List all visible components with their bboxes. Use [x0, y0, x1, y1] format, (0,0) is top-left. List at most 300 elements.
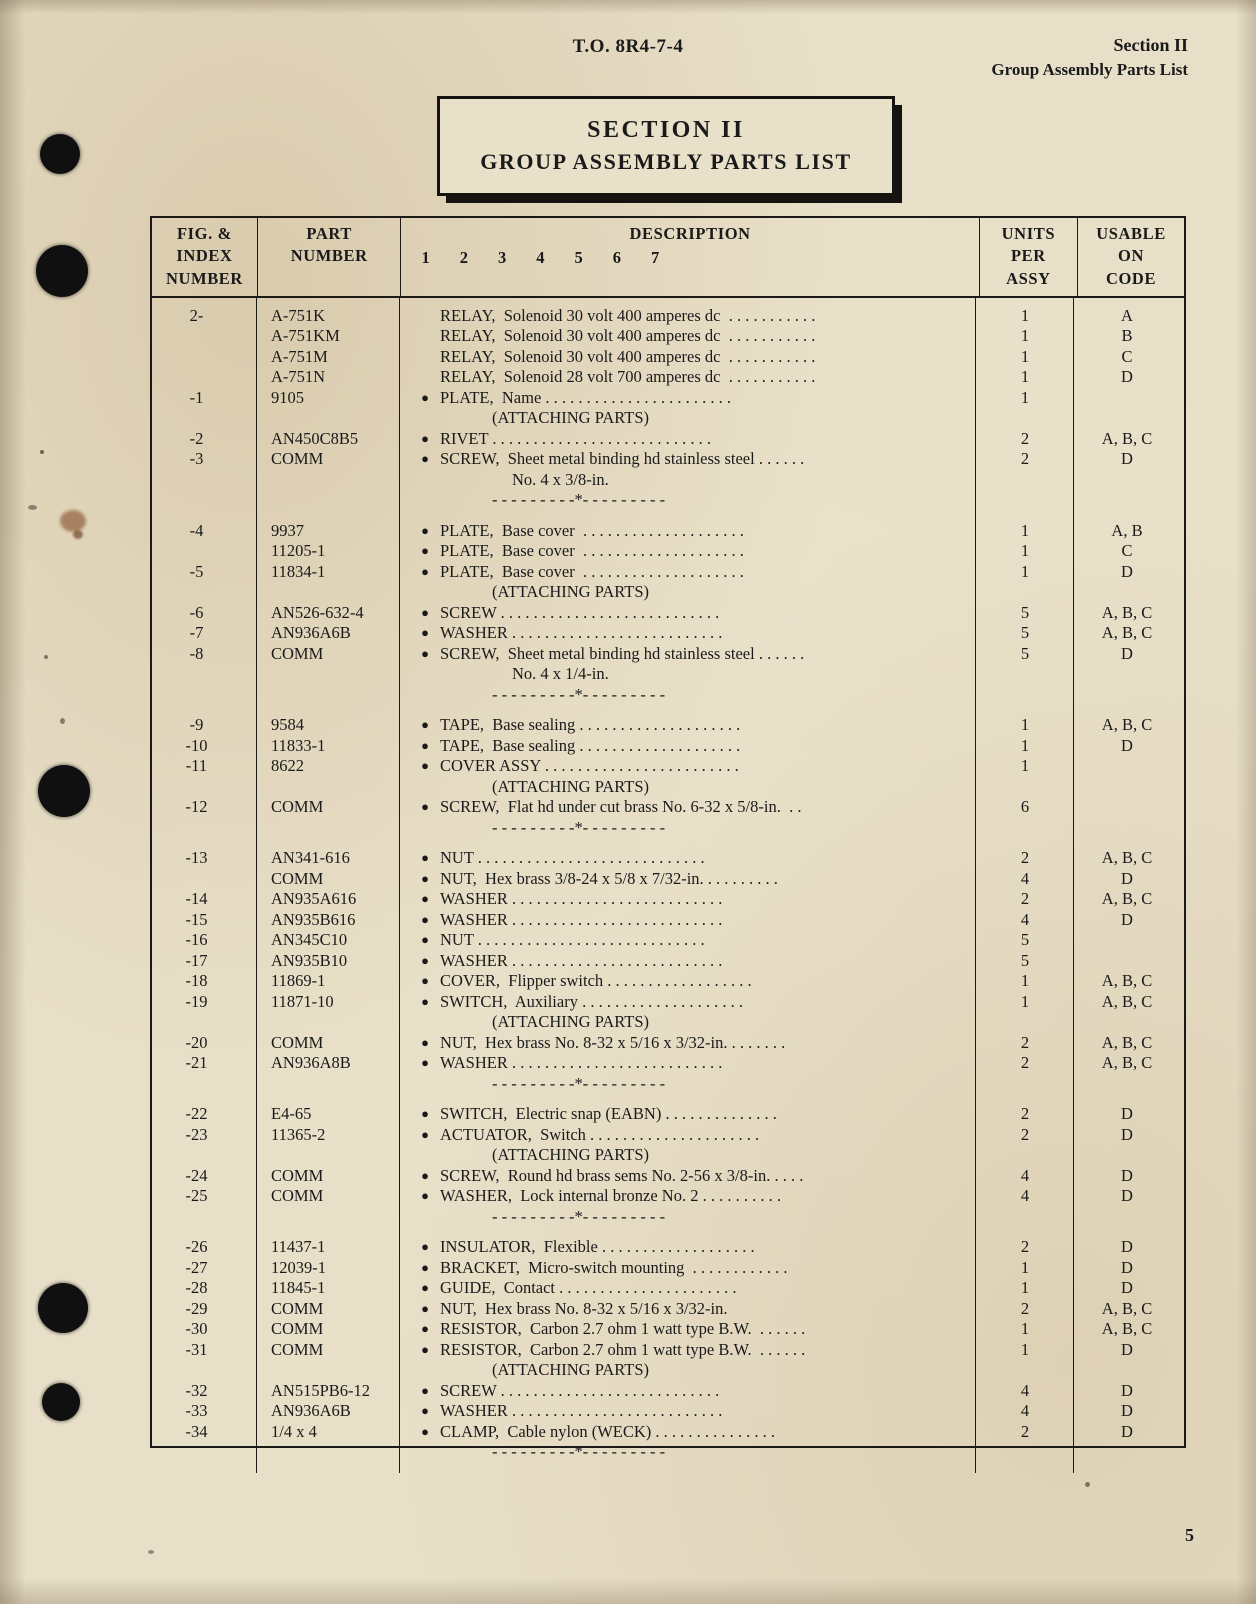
- table-row: [152, 449, 1184, 470]
- cell-part-number: AN935A616: [271, 889, 357, 909]
- cell-description: - - - - - - - - -*- - - - - - - - -: [492, 1442, 666, 1462]
- cell-description: [400, 910, 976, 931]
- binder-hole: [38, 765, 90, 817]
- indent-bullet-icon: ●: [421, 451, 429, 467]
- cell-usable-on-code: [1074, 1012, 1180, 1033]
- paper-speck: [1085, 1482, 1090, 1487]
- cell-description: (ATTACHING PARTS): [492, 408, 650, 428]
- indent-bullet-icon: ●: [421, 891, 429, 907]
- cell-index-number: -12: [185, 797, 208, 817]
- cell-units-per-assy: 1: [1020, 387, 1030, 407]
- cell-index-number: [152, 1360, 257, 1381]
- cell-usable-on-code: D: [1121, 909, 1133, 929]
- indent-bullet-icon: ●: [421, 758, 429, 774]
- table-row: [152, 1166, 1184, 1187]
- cell-units-per-assy: 1: [1020, 756, 1030, 776]
- indent-bullet-icon: ●: [421, 1280, 429, 1296]
- cell-part-number: 1/4 x 4: [271, 1421, 317, 1441]
- table-row: [152, 1012, 1184, 1033]
- section-banner-box: [437, 96, 895, 196]
- indent-bullet-icon: ●: [421, 911, 429, 927]
- cell-part-number: AN526-632-4: [271, 602, 364, 622]
- table-row: [152, 1074, 1184, 1095]
- column-header-description: [401, 218, 979, 297]
- parts-table: [150, 216, 1186, 1462]
- cell-usable-on-code: A, B, C: [1101, 602, 1153, 622]
- cell-description: (ATTACHING PARTS): [492, 582, 650, 602]
- table-row: [152, 1319, 1184, 1340]
- cell-units-per-assy: [976, 408, 1074, 429]
- binder-hole: [40, 134, 80, 174]
- cell-part-number: 11205-1: [271, 541, 326, 561]
- page-edge-shadow-top: [0, 0, 1256, 14]
- cell-description: [400, 736, 976, 757]
- cell-description: [400, 715, 976, 736]
- description-text: SCREW . . . . . . . . . . . . . . . . . . . . . . . . . . .: [440, 1380, 720, 1400]
- indent-num-5: 5: [574, 248, 583, 268]
- cell-usable-on-code: [1074, 582, 1180, 603]
- cell-part-number: AN936A6B: [271, 1401, 351, 1421]
- cell-units-per-assy: 5: [1020, 950, 1030, 970]
- table-row: [152, 756, 1184, 777]
- table-row: [152, 848, 1184, 869]
- indent-num-6: 6: [612, 248, 621, 268]
- cell-part-number: AN515PB6-12: [271, 1380, 371, 1400]
- indent-num-3: 3: [497, 248, 507, 268]
- cell-usable-on-code: A, B, C: [1101, 971, 1153, 991]
- cell-units-per-assy: 4: [1020, 868, 1030, 888]
- cell-part-number: COMM: [271, 1319, 324, 1339]
- cell-index-number: -18: [185, 971, 208, 991]
- indent-bullet-icon: ●: [421, 799, 429, 815]
- cell-description: [400, 930, 976, 951]
- cell-units-per-assy: 1: [1020, 1319, 1030, 1339]
- indent-bullet-icon: ●: [421, 625, 429, 641]
- cell-part-number: COMM: [271, 797, 324, 817]
- column-header-part-number: [257, 218, 401, 297]
- cell-part-number: COMM: [271, 1339, 324, 1359]
- cell-units-per-assy: 1: [1020, 561, 1030, 581]
- description-text: INSULATOR, Flexible . . . . . . . . . . . . . . . . . . .: [440, 1237, 755, 1257]
- description-text: WASHER, Lock internal bronze No. 2 . . . . . . . . . .: [440, 1186, 781, 1206]
- table-row: [152, 910, 1184, 931]
- cell-usable-on-code: [1074, 951, 1180, 972]
- cell-part-number: 9937: [271, 520, 304, 540]
- cell-part-number: 9584: [271, 715, 304, 735]
- indent-bullet-icon: ●: [421, 430, 429, 446]
- cell-usable-on-code: [1074, 756, 1180, 777]
- cell-part-number: COMM: [271, 1032, 324, 1052]
- cell-usable-on-code: A, B, C: [1101, 848, 1153, 868]
- indent-bullet-icon: ●: [421, 1423, 429, 1439]
- table-row: [152, 582, 1184, 603]
- description-text: NUT, Hex brass No. 8-32 x 5/16 x 3/32-in.: [440, 1298, 728, 1318]
- cell-units-per-assy: 5: [1020, 623, 1030, 643]
- cell-index-number: -15: [185, 909, 208, 929]
- cell-usable-on-code: D: [1121, 1104, 1133, 1124]
- description-text: NUT, Hex brass No. 8-32 x 5/16 x 3/32-in. . . . . . . .: [440, 1032, 786, 1052]
- cell-usable-on-code: D: [1121, 1124, 1133, 1144]
- description-text: SCREW, Sheet metal binding hd stainless steel . . . . . .: [440, 643, 805, 663]
- cell-part-number: [257, 1074, 400, 1095]
- cell-units-per-assy: 1: [1020, 1257, 1030, 1277]
- section-banner-line2: GROUP ASSEMBLY PARTS LIST: [480, 149, 852, 174]
- indent-bullet-icon: ●: [421, 645, 429, 661]
- cell-usable-on-code: D: [1121, 1421, 1133, 1441]
- cell-usable-on-code: [1074, 1207, 1180, 1228]
- cell-description: RELAY, Solenoid 30 volt 400 amperes dc . . . . . . . . . . .: [440, 326, 816, 346]
- indent-bullet-icon: ●: [421, 1034, 429, 1050]
- cell-units-per-assy: 1: [1020, 541, 1030, 561]
- table-row: [152, 715, 1184, 736]
- header-right-block: [991, 32, 1188, 83]
- cell-index-number: [152, 582, 257, 603]
- cell-index-number: -29: [185, 1298, 208, 1318]
- indent-bullet-icon: ●: [421, 1321, 429, 1337]
- cell-usable-on-code: A: [1121, 305, 1133, 325]
- table-row: [152, 1401, 1184, 1422]
- cell-description: [400, 797, 976, 818]
- table-row: [152, 1145, 1184, 1166]
- table-body-cell: [152, 297, 1184, 1473]
- cell-units-per-assy: 4: [1020, 1186, 1030, 1206]
- cell-index-number: [152, 326, 257, 347]
- cell-part-number: [257, 1145, 400, 1166]
- cell-units-per-assy: 2: [1020, 449, 1030, 469]
- cell-units-per-assy: [976, 1145, 1074, 1166]
- cell-description: [400, 429, 976, 450]
- page-edge-shadow-right: [1236, 0, 1256, 1604]
- row-spacer: [152, 1463, 1184, 1473]
- cell-description: (ATTACHING PARTS): [492, 1360, 650, 1380]
- cell-index-number: -20: [185, 1032, 208, 1052]
- table-row: [152, 470, 1184, 491]
- cell-part-number: [257, 1207, 400, 1228]
- column-header-fig-index: [152, 218, 257, 297]
- table-row: [152, 777, 1184, 798]
- cell-part-number: 11869-1: [271, 971, 326, 991]
- cell-part-number: AN935B616: [271, 909, 356, 929]
- cell-description: [400, 1237, 976, 1258]
- cell-usable-on-code: A, B, C: [1101, 428, 1153, 448]
- cell-part-number: COMM: [271, 868, 324, 888]
- indent-bullet-icon: ●: [421, 563, 429, 579]
- cell-part-number: COMM: [271, 1165, 324, 1185]
- table-row: [152, 1053, 1184, 1074]
- indent-bullet-icon: ●: [421, 850, 429, 866]
- cell-usable-on-code: D: [1121, 1237, 1133, 1257]
- paper-speck: [40, 450, 44, 454]
- cell-description: - - - - - - - - -*- - - - - - - - -: [492, 1073, 666, 1093]
- table-row: [152, 1125, 1184, 1146]
- cell-usable-on-code: [1074, 388, 1180, 409]
- cell-index-number: [152, 347, 257, 368]
- cell-units-per-assy: 2: [1020, 1032, 1030, 1052]
- description-text: WASHER . . . . . . . . . . . . . . . . . . . . . . . . . .: [440, 623, 723, 643]
- indent-bullet-icon: ●: [421, 604, 429, 620]
- table-row: [152, 1258, 1184, 1279]
- cell-usable-on-code: [1074, 930, 1180, 951]
- cell-index-number: [152, 541, 257, 562]
- table-row: [152, 951, 1184, 972]
- cell-usable-on-code: D: [1121, 1186, 1133, 1206]
- description-label: DESCRIPTION: [629, 224, 751, 243]
- cell-part-number: [257, 664, 400, 685]
- cell-units-per-assy: 1: [1020, 735, 1030, 755]
- cell-units-per-assy: 4: [1020, 1380, 1030, 1400]
- table-row: [152, 562, 1184, 583]
- cell-units-per-assy: [976, 777, 1074, 798]
- cell-usable-on-code: A, B, C: [1101, 715, 1153, 735]
- cell-part-number: AN450C8B5: [271, 428, 359, 448]
- cell-part-number: 11437-1: [271, 1237, 326, 1257]
- description-text: WASHER . . . . . . . . . . . . . . . . . . . . . . . . . .: [440, 950, 723, 970]
- fig-index-line1: FIG. &: [176, 224, 232, 243]
- cell-description: [400, 992, 976, 1013]
- cell-index-number: -6: [189, 602, 204, 622]
- cell-index-number: [152, 818, 257, 839]
- cell-description: [400, 1053, 976, 1074]
- cell-description: - - - - - - - - -*- - - - - - - - -: [492, 490, 666, 510]
- cell-part-number: COMM: [271, 1298, 324, 1318]
- indent-bullet-icon: ●: [421, 870, 429, 886]
- cell-part-number: COMM: [271, 643, 324, 663]
- cell-usable-on-code: D: [1121, 449, 1133, 469]
- cell-usable-on-code: B: [1121, 326, 1133, 346]
- indent-bullet-icon: ●: [421, 1239, 429, 1255]
- description-text: SCREW, Flat hd under cut brass No. 6-32 x 5/8-in. . .: [440, 797, 802, 817]
- cell-description: [400, 1299, 976, 1320]
- cell-index-number: -1: [189, 387, 204, 407]
- cell-units-per-assy: 2: [1020, 1237, 1030, 1257]
- cell-usable-on-code: [1074, 1442, 1180, 1463]
- column-rule-1: [256, 298, 258, 1473]
- cell-part-number: 12039-1: [271, 1257, 326, 1277]
- cell-description: [400, 889, 976, 910]
- part-number-line2: NUMBER: [290, 246, 368, 266]
- cell-units-per-assy: 1: [1020, 520, 1030, 540]
- cell-index-number: -33: [185, 1401, 208, 1421]
- cell-units-per-assy: 5: [1020, 930, 1030, 950]
- table-row: [152, 521, 1184, 542]
- indent-bullet-icon: ●: [421, 543, 429, 559]
- cell-usable-on-code: D: [1121, 643, 1133, 663]
- cell-usable-on-code: A, B, C: [1101, 1032, 1153, 1052]
- table-row: [152, 685, 1184, 706]
- cell-usable-on-code: A, B, C: [1101, 1319, 1153, 1339]
- units-line3: ASSY: [1006, 268, 1051, 288]
- indent-bullet-icon: ●: [421, 717, 429, 733]
- description-text: SCREW, Round hd brass sems No. 2-56 x 3/8-in. . . . .: [440, 1165, 804, 1185]
- cell-index-number: -34: [185, 1421, 208, 1441]
- row-spacer: [152, 511, 1184, 521]
- part-number-line1: PART: [306, 224, 352, 243]
- cell-part-number: AN345C10: [271, 930, 348, 950]
- column-header-units-per-assy: [979, 218, 1077, 297]
- cell-usable-on-code: [1074, 818, 1180, 839]
- page-edge-shadow-bottom: [0, 1578, 1256, 1604]
- cell-units-per-assy: [976, 470, 1074, 491]
- cell-index-number: [152, 1074, 257, 1095]
- cell-index-number: [152, 869, 257, 890]
- cell-index-number: -10: [185, 735, 208, 755]
- cell-usable-on-code: D: [1121, 1380, 1133, 1400]
- table-row: [152, 1340, 1184, 1361]
- cell-index-number: [152, 408, 257, 429]
- code-line3: CODE: [1105, 268, 1157, 288]
- cell-description: (ATTACHING PARTS): [492, 1145, 650, 1165]
- indent-num-1: 1: [421, 248, 430, 268]
- description-text: PLATE, Base cover . . . . . . . . . . . . . . . . . . . .: [440, 541, 744, 561]
- indent-bullet-icon: ●: [421, 1341, 429, 1357]
- cell-units-per-assy: 2: [1020, 1053, 1030, 1073]
- description-text: COVER, Flipper switch . . . . . . . . . . . . . . . . . .: [440, 971, 752, 991]
- cell-part-number: 9105: [271, 387, 304, 407]
- paper-speck: [148, 1550, 154, 1554]
- description-text: NUT . . . . . . . . . . . . . . . . . . . . . . . . . . . .: [440, 848, 705, 868]
- cell-part-number: [257, 685, 400, 706]
- description-text: COVER ASSY . . . . . . . . . . . . . . . . . . . . . . . .: [440, 756, 739, 776]
- cell-units-per-assy: 1: [1020, 305, 1030, 325]
- cell-index-number: -27: [185, 1257, 208, 1277]
- table-row: [152, 1360, 1184, 1381]
- table-row: [152, 797, 1184, 818]
- cell-units-per-assy: [976, 664, 1074, 685]
- table-row: [152, 347, 1184, 368]
- code-line2: ON: [1118, 246, 1144, 266]
- cell-part-number: [257, 818, 400, 839]
- description-indent-scale: [403, 247, 976, 269]
- cell-description: [400, 951, 976, 972]
- description-text: GUIDE, Contact . . . . . . . . . . . . . . . . . . . . . .: [440, 1278, 737, 1298]
- cell-description: - - - - - - - - -*- - - - - - - - -: [492, 684, 666, 704]
- cell-usable-on-code: [1074, 685, 1180, 706]
- cell-part-number: [257, 1012, 400, 1033]
- cell-units-per-assy: 1: [1020, 991, 1030, 1011]
- cell-description: [400, 1258, 976, 1279]
- paper-stain: [60, 510, 86, 532]
- fig-index-line3: NUMBER: [165, 268, 243, 288]
- cell-units-per-assy: 5: [1020, 643, 1030, 663]
- description-text: WASHER . . . . . . . . . . . . . . . . . . . . . . . . . .: [440, 909, 723, 929]
- cell-usable-on-code: A, B, C: [1101, 991, 1153, 1011]
- cell-part-number: COMM: [271, 449, 324, 469]
- cell-index-number: -16: [185, 930, 208, 950]
- indent-bullet-icon: ●: [421, 1259, 429, 1275]
- cell-part-number: [257, 408, 400, 429]
- cell-part-number: AN341-616: [271, 848, 350, 868]
- table-row: [152, 388, 1184, 409]
- cell-index-number: [152, 1442, 257, 1463]
- cell-part-number: 11845-1: [271, 1278, 326, 1298]
- indent-bullet-icon: ●: [421, 1382, 429, 1398]
- description-text: WASHER . . . . . . . . . . . . . . . . . . . . . . . . . .: [440, 889, 723, 909]
- table-row: [152, 326, 1184, 347]
- cell-usable-on-code: D: [1121, 1278, 1133, 1298]
- cell-units-per-assy: 2: [1020, 1298, 1030, 1318]
- cell-description: [400, 1186, 976, 1207]
- description-text: SCREW . . . . . . . . . . . . . . . . . . . . . . . . . . .: [440, 602, 720, 622]
- cell-part-number: 8622: [271, 756, 304, 776]
- cell-usable-on-code: [1074, 470, 1180, 491]
- cell-description: [400, 562, 976, 583]
- cell-usable-on-code: D: [1121, 1339, 1133, 1359]
- table-body: [152, 297, 1184, 1473]
- description-text: PLATE, Base cover . . . . . . . . . . . . . . . . . . . .: [440, 561, 744, 581]
- cell-usable-on-code: [1074, 1360, 1180, 1381]
- description-text: TAPE, Base sealing . . . . . . . . . . . . . . . . . . . .: [440, 735, 741, 755]
- cell-description: [400, 1166, 976, 1187]
- header-section-label: Section II: [1113, 35, 1188, 55]
- indent-num-4: 4: [536, 248, 545, 268]
- cell-units-per-assy: 2: [1020, 848, 1030, 868]
- cell-index-number: -26: [185, 1237, 208, 1257]
- description-text: WASHER . . . . . . . . . . . . . . . . . . . . . . . . . .: [440, 1053, 723, 1073]
- indent-bullet-icon: ●: [421, 932, 429, 948]
- cell-units-per-assy: [976, 1360, 1074, 1381]
- parts-table-grid: [152, 218, 1184, 1473]
- cell-units-per-assy: [976, 1074, 1074, 1095]
- cell-usable-on-code: [1074, 1074, 1180, 1095]
- description-text: SCREW, Sheet metal binding hd stainless steel . . . . . .: [440, 449, 805, 469]
- cell-usable-on-code: C: [1121, 541, 1133, 561]
- cell-description: [400, 869, 976, 890]
- cell-units-per-assy: 2: [1020, 1421, 1030, 1441]
- page-edge-shadow-left: [0, 0, 26, 1604]
- cell-units-per-assy: [976, 1442, 1074, 1463]
- cell-index-number: -7: [189, 623, 204, 643]
- indent-bullet-icon: ●: [421, 1126, 429, 1142]
- cell-index-number: -24: [185, 1165, 208, 1185]
- row-spacer: [152, 1094, 1184, 1104]
- indent-bullet-icon: ●: [421, 522, 429, 538]
- table-row: [152, 1237, 1184, 1258]
- cell-index-number: -30: [185, 1319, 208, 1339]
- indent-bullet-icon: ●: [421, 1403, 429, 1419]
- indent-bullet-icon: ●: [421, 1300, 429, 1316]
- description-text: SWITCH, Auxiliary . . . . . . . . . . . . . . . . . . . .: [440, 991, 743, 1011]
- cell-units-per-assy: 6: [1020, 797, 1030, 817]
- cell-index-number: -13: [185, 848, 208, 868]
- parts-row-list: [152, 298, 1184, 1473]
- cell-description: [400, 603, 976, 624]
- description-text: NUT . . . . . . . . . . . . . . . . . . . . . . . . . . . .: [440, 930, 705, 950]
- cell-units-per-assy: 2: [1020, 889, 1030, 909]
- description-text: CLAMP, Cable nylon (WECK) . . . . . . . . . . . . . . .: [440, 1421, 776, 1441]
- cell-index-number: [152, 685, 257, 706]
- cell-index-number: -3: [189, 449, 204, 469]
- cell-index-number: [152, 490, 257, 511]
- cell-part-number: [257, 470, 400, 491]
- table-row: [152, 1104, 1184, 1125]
- table-row: [152, 992, 1184, 1013]
- description-text: RIVET . . . . . . . . . . . . . . . . . . . . . . . . . . .: [440, 428, 712, 448]
- page-title: T.O. 8R4-7-4: [572, 36, 684, 57]
- table-row: [152, 664, 1184, 685]
- table-row: [152, 971, 1184, 992]
- table-row: [152, 623, 1184, 644]
- cell-description: [400, 1104, 976, 1125]
- cell-units-per-assy: 1: [1020, 715, 1030, 735]
- cell-description: [400, 971, 976, 992]
- cell-units-per-assy: 1: [1020, 326, 1030, 346]
- cell-usable-on-code: [1074, 664, 1180, 685]
- cell-part-number: E4-65: [271, 1104, 312, 1124]
- cell-index-number: -17: [185, 950, 208, 970]
- table-row: [152, 736, 1184, 757]
- cell-index-number: -23: [185, 1124, 208, 1144]
- description-text: BRACKET, Micro-switch mounting . . . . . . . . . . . .: [440, 1257, 788, 1277]
